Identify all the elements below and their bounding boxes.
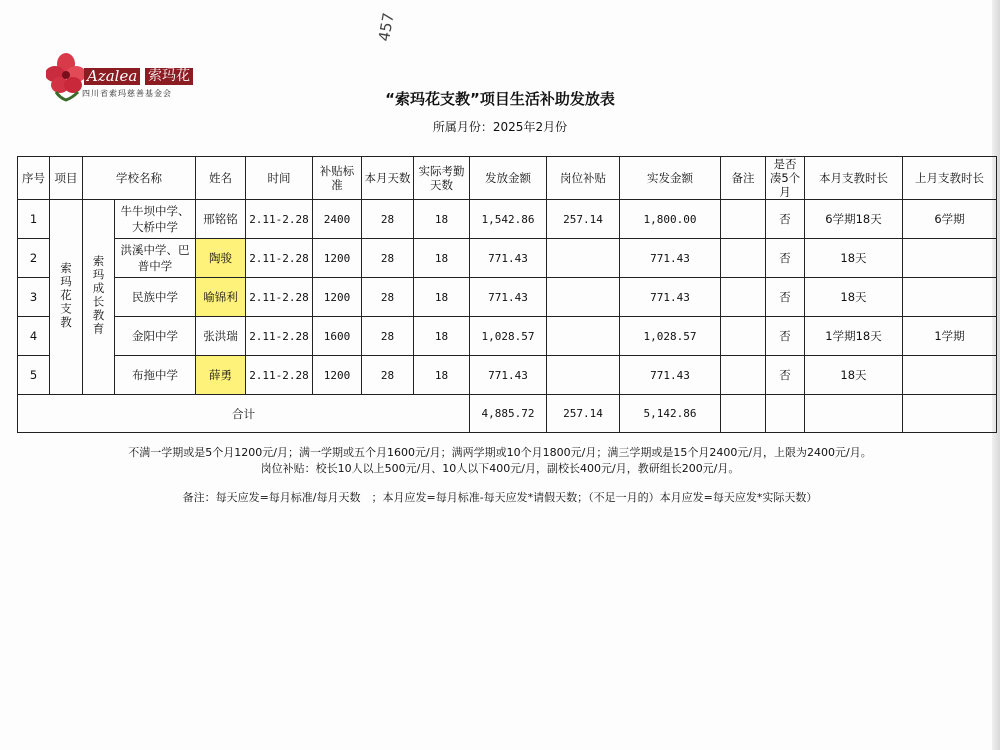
cell-five: 否 xyxy=(766,239,805,278)
empty-cell xyxy=(721,395,766,433)
cell-no: 1 xyxy=(18,200,50,239)
cell-post xyxy=(547,317,620,356)
cell-actual: 771.43 xyxy=(620,356,721,395)
header-cell: 时间 xyxy=(246,157,313,200)
total-post: 257.14 xyxy=(547,395,620,433)
cell-post xyxy=(547,356,620,395)
table-row xyxy=(18,317,997,356)
cell-five: 否 xyxy=(766,317,805,356)
cell-no: 3 xyxy=(18,278,50,317)
cell-last-month: 6学期 xyxy=(903,200,997,239)
table-row xyxy=(18,239,997,278)
header-cell: 上月支教时长 xyxy=(903,157,997,200)
empty-cell xyxy=(766,395,805,433)
cell-days: 28 xyxy=(362,278,414,317)
header-cell: 备注 xyxy=(721,157,766,200)
cell-five: 否 xyxy=(766,200,805,239)
table-row xyxy=(18,278,997,317)
cell-last-month xyxy=(903,239,997,278)
cell-actual: 771.43 xyxy=(620,278,721,317)
cell-attend: 18 xyxy=(414,356,470,395)
cell-last-month: 1学期 xyxy=(903,317,997,356)
cell-time: 2.11-2.28 xyxy=(246,278,313,317)
note-standard: 不满一学期或是5个月1200元/月；满一学期或五个月1600元/月；满两学期或10个月1800元/月；满三学期或是15个月2400元/月，上限为2400元/月。 xyxy=(128,446,872,459)
cell-post xyxy=(547,239,620,278)
note-post-subsidy: 岗位补贴：校长10人以上500元/月、10人以下400元/月，副校长400元/月，教研组长200元/月。 xyxy=(260,462,740,475)
table-header-row xyxy=(18,157,997,200)
cell-this-month: 18天 xyxy=(805,278,903,317)
cell-name: 邢铭铭 xyxy=(196,200,246,239)
cell-this-month: 18天 xyxy=(805,239,903,278)
cell-school: 牛牛坝中学、大桥中学 xyxy=(115,200,196,239)
cell-days: 28 xyxy=(362,356,414,395)
header-cell: 本月天数 xyxy=(362,157,414,200)
logo-english-text: Azalea xyxy=(84,68,140,85)
header-cell: 学校名称 xyxy=(83,157,196,200)
cell-standard: 2400 xyxy=(313,200,362,239)
handwritten-mark: 457 xyxy=(374,11,398,43)
header-cell: 序号 xyxy=(18,157,50,200)
subsidy-table xyxy=(17,156,997,433)
cell-days: 28 xyxy=(362,200,414,239)
cell-name: 喻锦利 xyxy=(196,278,246,317)
header-cell: 岗位补贴 xyxy=(547,157,620,200)
cell-this-month: 6学期18天 xyxy=(805,200,903,239)
cell-time: 2.11-2.28 xyxy=(246,200,313,239)
cell-remark xyxy=(721,317,766,356)
cell-days: 28 xyxy=(362,239,414,278)
cell-remark xyxy=(721,239,766,278)
project-inner-cell xyxy=(83,200,115,395)
cell-school: 洪溪中学、巴普中学 xyxy=(115,239,196,278)
cell-time: 2.11-2.28 xyxy=(246,356,313,395)
note-remark: 备注：每天应发=每月标准/每月天数 ；本月应发=每月标准-每天应发*请假天数；（不足一月的）本月应发=每天应发*实际天数） xyxy=(182,491,818,504)
cell-last-month xyxy=(903,278,997,317)
cell-this-month: 1学期18天 xyxy=(805,317,903,356)
cell-attend: 18 xyxy=(414,317,470,356)
cell-days: 28 xyxy=(362,317,414,356)
cell-attend: 18 xyxy=(414,278,470,317)
cell-school: 布拖中学 xyxy=(115,356,196,395)
header-cell: 实发金额 xyxy=(620,157,721,200)
cell-no: 2 xyxy=(18,239,50,278)
cell-five: 否 xyxy=(766,278,805,317)
table-row xyxy=(18,200,997,239)
document-title: “索玛花支教”项目生活补助发放表 xyxy=(385,90,615,108)
header-cell: 姓名 xyxy=(196,157,246,200)
cell-post xyxy=(547,278,620,317)
cell-actual: 771.43 xyxy=(620,239,721,278)
cell-name: 陶骏 xyxy=(196,239,246,278)
cell-amount: 771.43 xyxy=(470,239,547,278)
document-subtitle: 所属月份：2025年2月份 xyxy=(432,120,568,134)
cell-amount: 1,542.86 xyxy=(470,200,547,239)
header-cell: 是否凑5个月 xyxy=(766,157,805,200)
total-label: 合计 xyxy=(18,395,470,433)
cell-this-month: 18天 xyxy=(805,356,903,395)
cell-standard: 1200 xyxy=(313,356,362,395)
cell-standard: 1200 xyxy=(313,239,362,278)
cell-amount: 1,028.57 xyxy=(470,317,547,356)
header-cell: 本月支教时长 xyxy=(805,157,903,200)
cell-no: 4 xyxy=(18,317,50,356)
cell-actual: 1,028.57 xyxy=(620,317,721,356)
total-actual: 5,142.86 xyxy=(620,395,721,433)
logo-foundation-name: 四川省索玛慈善基金会 xyxy=(82,89,172,98)
cell-remark xyxy=(721,278,766,317)
cell-no: 5 xyxy=(18,356,50,395)
cell-time: 2.11-2.28 xyxy=(246,317,313,356)
project-outer-cell xyxy=(50,200,83,395)
header-cell: 发放金额 xyxy=(470,157,547,200)
cell-standard: 1600 xyxy=(313,317,362,356)
header-cell: 补贴标准 xyxy=(313,157,362,200)
project-outer-text: 索玛花支教 xyxy=(59,261,73,330)
cell-remark xyxy=(721,356,766,395)
cell-school: 金阳中学 xyxy=(115,317,196,356)
cell-school: 民族中学 xyxy=(115,278,196,317)
table-row xyxy=(18,356,997,395)
cell-attend: 18 xyxy=(414,239,470,278)
project-inner-text: 索玛成长教育 xyxy=(91,255,106,336)
cell-standard: 1200 xyxy=(313,278,362,317)
header-cell: 项目 xyxy=(50,157,83,200)
empty-cell xyxy=(903,395,997,433)
cell-time: 2.11-2.28 xyxy=(246,239,313,278)
empty-cell xyxy=(805,395,903,433)
cell-post: 257.14 xyxy=(547,200,620,239)
cell-name: 薛勇 xyxy=(196,356,246,395)
cell-last-month xyxy=(903,356,997,395)
cell-name: 张洪瑞 xyxy=(196,317,246,356)
logo-chinese-text: 索玛花 xyxy=(144,68,193,85)
cell-actual: 1,800.00 xyxy=(620,200,721,239)
cell-amount: 771.43 xyxy=(470,278,547,317)
cell-remark xyxy=(721,200,766,239)
table-total-row xyxy=(18,395,997,433)
cell-five: 否 xyxy=(766,356,805,395)
cell-attend: 18 xyxy=(414,200,470,239)
cell-amount: 771.43 xyxy=(470,356,547,395)
total-amount: 4,885.72 xyxy=(470,395,547,433)
header-cell: 实际考勤天数 xyxy=(414,157,470,200)
